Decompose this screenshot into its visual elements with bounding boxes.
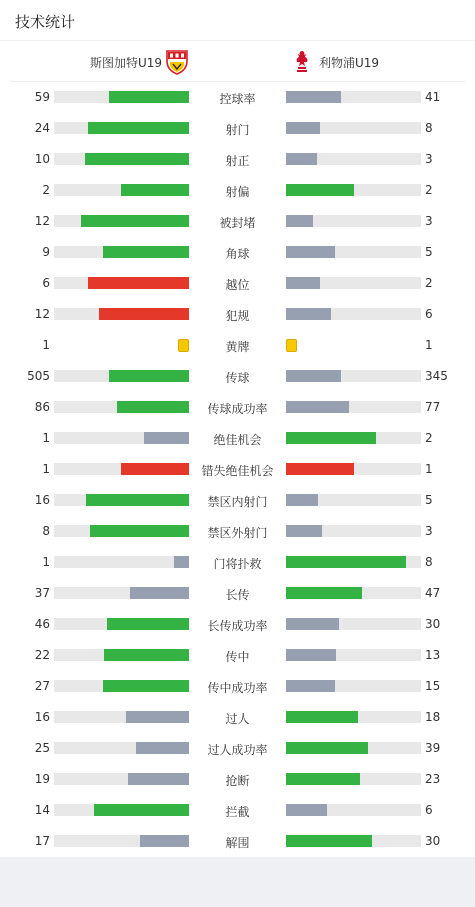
home-value: 6 [42,276,50,290]
section-title: 技术统计 [15,13,76,31]
home-value: 10 [34,152,50,166]
stat-label: 长传 [225,588,250,602]
home-value: 1 [42,431,50,445]
home-value: 22 [34,648,50,662]
home-value: 16 [34,710,50,724]
away-bar-track [286,556,421,568]
stat-label: 门将扑救 [213,557,262,571]
away-value: 47 [425,586,441,600]
away-value: 15 [425,679,441,693]
stat-row [0,826,475,857]
home-value: 24 [34,121,50,135]
away-bar-track [286,91,421,103]
away-bar-fill [286,587,362,599]
home-value: 37 [34,586,50,600]
home-bar-track [54,587,189,599]
stat-row [0,702,475,733]
away-bar-track [286,153,421,165]
away-bar-fill [286,215,313,227]
away-value: 30 [425,834,441,848]
home-bar-fill [174,556,189,568]
away-bar-fill [286,308,331,320]
away-value: 39 [425,741,441,755]
stat-row [0,764,475,795]
home-value: 27 [34,679,50,693]
away-bar-track [286,773,421,785]
home-bar-track [54,835,189,847]
stat-row [0,795,475,826]
away-value: 6 [425,307,433,321]
away-bar-fill [286,618,339,630]
away-value: 2 [425,183,433,197]
home-bar-track [54,494,189,506]
home-bar-fill [144,432,189,444]
home-bar-track [54,401,189,413]
stat-row [0,640,475,671]
home-value: 12 [34,307,50,321]
home-bar-track [54,122,189,134]
home-bar-fill [99,308,189,320]
away-value: 6 [425,803,433,817]
home-bar-fill [88,277,189,289]
away-bar-fill [286,246,335,258]
home-bar-track [54,649,189,661]
away-bar-track [286,215,421,227]
home-bar-track [54,463,189,475]
stat-label: 黄牌 [225,340,250,354]
away-bar-fill [286,494,318,506]
away-bar-fill [286,556,406,568]
home-value: 25 [34,741,50,755]
away-value: 3 [425,214,433,228]
home-bar-track [54,184,189,196]
stat-row [0,206,475,237]
home-bar-track [54,773,189,785]
stat-row [0,361,475,392]
home-bar-fill [81,215,189,227]
home-value: 46 [34,617,50,631]
away-bar-track [286,308,421,320]
away-bar-track [286,246,421,258]
home-bar-fill [128,773,189,785]
stat-row [0,578,475,609]
stat-row [0,113,475,144]
stat-row [0,423,475,454]
home-bar-fill [90,525,189,537]
away-bar-fill [286,711,358,723]
away-value: 30 [425,617,441,631]
home-bar-track [54,742,189,754]
home-bar-fill [121,463,189,475]
stat-label: 射门 [225,123,250,137]
stat-label: 控球率 [219,92,256,106]
away-value: 2 [425,276,433,290]
home-bar-fill [130,587,189,599]
home-bar-fill [126,711,189,723]
stat-row [0,268,475,299]
away-bar-fill [286,91,341,103]
away-value: 23 [425,772,441,786]
stat-row [0,144,475,175]
stat-label: 射偏 [225,185,250,199]
away-value: 41 [425,90,441,104]
home-value: 86 [34,400,50,414]
away-value: 5 [425,245,433,259]
away-bar-track [286,463,421,475]
stat-label: 越位 [225,278,250,292]
home-bar-fill [94,804,189,816]
stat-label: 错失绝佳机会 [201,464,274,478]
home-value: 16 [34,493,50,507]
away-bar-fill [286,153,317,165]
yellow-card-icon [286,339,297,352]
away-value: 5 [425,493,433,507]
away-bar-track [286,587,421,599]
away-bar-fill [286,835,372,847]
away-bar-track [286,277,421,289]
home-value: 12 [34,214,50,228]
stat-label: 犯规 [225,309,250,323]
stat-row [0,82,475,113]
away-bar-track [286,742,421,754]
stat-label: 解围 [225,836,250,850]
home-value: 8 [42,524,50,538]
away-bar-track [286,122,421,134]
home-value: 14 [34,803,50,817]
away-value: 8 [425,555,433,569]
home-value: 1 [42,338,50,352]
home-bar-fill [85,153,189,165]
stat-label: 绝佳机会 [213,433,262,447]
stat-row [0,454,475,485]
stat-row [0,175,475,206]
home-bar-fill [117,401,189,413]
away-bar-track [286,649,421,661]
stat-label: 长传成功率 [207,619,268,633]
stat-row [0,516,475,547]
away-value: 8 [425,121,433,135]
away-bar-fill [286,773,360,785]
home-bar-fill [104,649,189,661]
away-bar-fill [286,432,376,444]
home-value: 1 [42,462,50,476]
away-value: 2 [425,431,433,445]
home-value: 505 [27,369,50,383]
stat-label: 传中 [225,650,250,664]
away-team-name: 利物浦U19 [319,56,380,70]
away-value: 77 [425,400,441,414]
home-bar-track [54,91,189,103]
stat-label: 拦截 [225,805,250,819]
away-value: 13 [425,648,441,662]
stat-label: 射正 [225,154,250,168]
home-bar-track [54,525,189,537]
stat-row [0,609,475,640]
away-bar-track [286,432,421,444]
home-bar-track [54,618,189,630]
away-bar-track [286,525,421,537]
away-bar-fill [286,680,335,692]
away-value: 1 [425,338,433,352]
away-bar-fill [286,401,349,413]
stat-label: 角球 [225,247,250,261]
home-bar-fill [109,370,189,382]
stat-label: 过人成功率 [207,743,268,757]
stat-label: 禁区外射门 [207,526,268,540]
stat-label: 传球 [225,371,250,385]
stat-row [0,237,475,268]
home-value: 19 [34,772,50,786]
liverpool-crest-icon [293,49,311,75]
yellow-card-icon [178,339,189,352]
away-bar-track [286,804,421,816]
home-bar-fill [86,494,189,506]
teams-header [10,41,465,81]
away-bar-track [286,370,421,382]
home-bar-track [54,432,189,444]
stat-row [0,733,475,764]
away-value: 18 [425,710,441,724]
home-bar-fill [109,91,189,103]
home-bar-track [54,711,189,723]
home-bar-fill [107,618,189,630]
stat-row [0,547,475,578]
home-bar-track [54,246,189,258]
stat-row [0,392,475,423]
stat-label: 过人 [225,712,250,726]
stat-label: 抢断 [225,774,250,788]
home-bar-fill [140,835,189,847]
stat-label: 被封堵 [219,216,256,230]
away-bar-fill [286,184,354,196]
away-bar-track [286,401,421,413]
away-bar-track [286,680,421,692]
stat-row [0,671,475,702]
home-bar-track [54,308,189,320]
home-bar-fill [121,184,189,196]
away-bar-track [286,711,421,723]
home-bar-track [54,370,189,382]
home-team-name: 斯图加特U19 [89,56,162,70]
home-bar-track [54,277,189,289]
home-value: 17 [34,834,50,848]
home-bar-fill [88,122,189,134]
away-value: 1 [425,462,433,476]
home-bar-fill [136,742,189,754]
away-bar-fill [286,804,327,816]
home-value: 9 [42,245,50,259]
home-bar-track [54,804,189,816]
away-bar-track [286,184,421,196]
away-bar-fill [286,463,354,475]
home-bar-track [54,556,189,568]
away-value: 345 [425,369,448,383]
away-bar-fill [286,525,322,537]
away-bar-fill [286,370,341,382]
home-bar-fill [103,680,189,692]
stat-label: 传中成功率 [207,681,268,695]
stat-row [0,485,475,516]
away-value: 3 [425,152,433,166]
away-bar-fill [286,649,336,661]
away-bar-track [286,618,421,630]
away-bar-fill [286,742,368,754]
stat-row [0,330,475,361]
home-bar-fill [103,246,189,258]
home-bar-track [54,215,189,227]
stat-label: 传球成功率 [207,402,268,416]
away-bar-track [286,835,421,847]
home-value: 59 [34,90,50,104]
stat-row [0,299,475,330]
home-value: 1 [42,555,50,569]
home-bar-track [54,153,189,165]
stat-label: 禁区内射门 [207,495,268,509]
away-bar-fill [286,122,320,134]
away-bar-fill [286,277,320,289]
home-value: 2 [42,183,50,197]
away-value: 3 [425,524,433,538]
stuttgart-crest-icon [165,49,189,75]
home-bar-track [54,680,189,692]
away-bar-track [286,494,421,506]
